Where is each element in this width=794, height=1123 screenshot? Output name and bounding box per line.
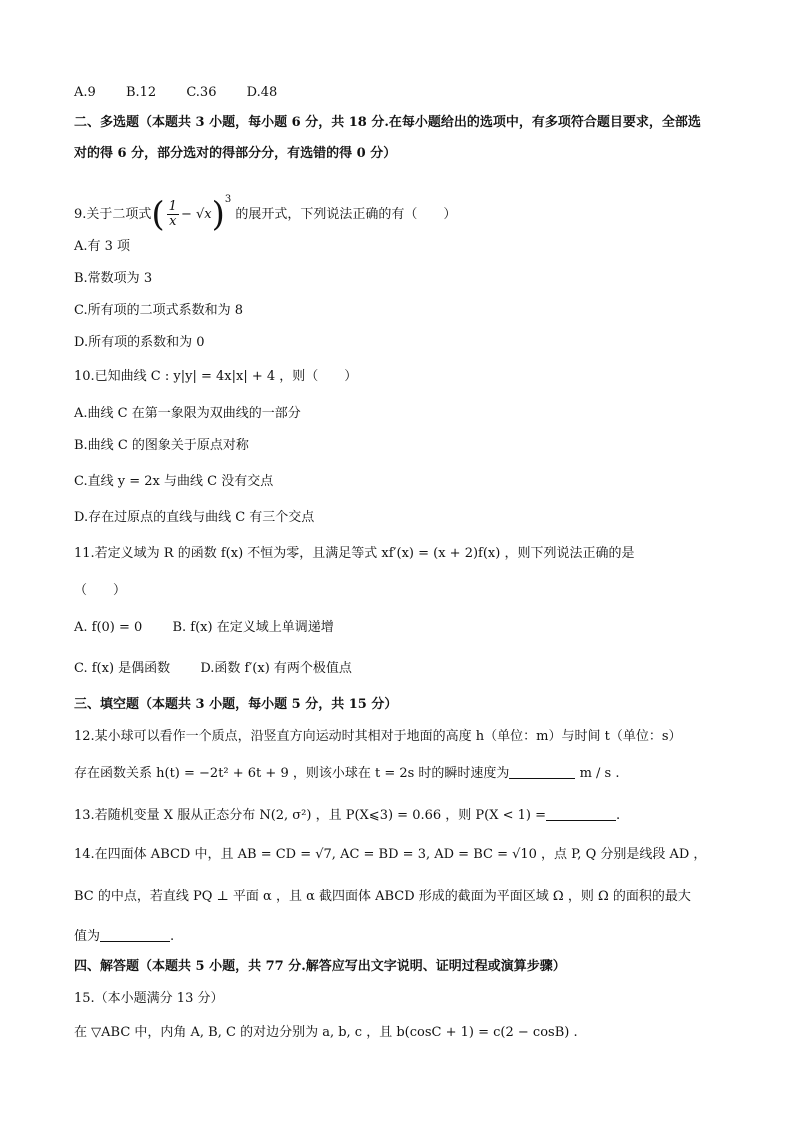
q11-option-c: C. f(x) 是偶函数	[74, 661, 171, 676]
q13-suffix: .	[616, 808, 621, 823]
section3-title: 三、填空题（本题共 3 小题，每小题 5 分，共 15 分）	[74, 697, 398, 712]
q11-options-row1	[74, 619, 334, 637]
q9-prefix: 9.关于二项式	[74, 207, 152, 222]
q12-line1: 12.某小球可以看作一个质点，沿竖直方向运动时其相对于地面的高度 h（单位：m）与时间 t（单位：s）	[74, 729, 682, 744]
q9-option-a: A.有 3 项	[74, 239, 131, 254]
q9-option-d: D.所有项的系数和为 0	[74, 335, 205, 350]
q9-frac-num: 1	[168, 199, 177, 214]
q9-option-c: C.所有项的二项式系数和为 8	[74, 303, 244, 318]
q8-option-c: C.36	[186, 85, 217, 100]
q10-stem: 10.已知曲线 C : y|y| = 4x|x| + 4 ，则（ ）	[74, 369, 358, 384]
q13-answer-blank[interactable]	[546, 806, 616, 821]
q14-line2: BC 的中点，若直线 PQ ⊥ 平面 α ，且 α 截四面体 ABCD 形成的截面为平面区域 Ω ，则 Ω 的面积的最大	[74, 889, 691, 904]
q9-suffix: 的展开式，下列说法正确的有（ ）	[235, 207, 457, 222]
q9-right-paren: )	[211, 194, 225, 235]
q15-stem: 在 ▽ABC 中，内角 A, B, C 的对边分别为 a, b, c ，且 b(cosC + 1) = c(2 − cosB) .	[74, 1025, 578, 1040]
q13-stem	[74, 806, 620, 825]
q9-stem	[74, 180, 457, 235]
q9-minus-sqrt: − √x	[180, 207, 212, 222]
q8-options	[74, 84, 277, 102]
q11-option-a: A. f(0) = 0	[74, 620, 143, 635]
q8-option-d: D.48	[246, 85, 278, 100]
q14-line3-suffix: .	[170, 929, 175, 944]
section4-title: 四、解答题（本题共 5 小题，共 77 分.解答应写出文字说明、证明过程或演算步骤）	[74, 959, 566, 974]
q12-line2-suffix: m / s .	[579, 766, 620, 781]
q13-prefix: 13.若随机变量 X 服从正态分布 N(2, σ²) ，且 P(X⩽3) = 0.66 ，则 P(X < 1) =	[74, 808, 547, 823]
q9-exponent: 3	[224, 194, 232, 205]
q14-line3	[74, 927, 174, 946]
q12-line2	[74, 764, 620, 783]
q11-options-row2	[74, 660, 352, 678]
q10-option-a: A.曲线 C 在第一象限为双曲线的一部分	[74, 406, 301, 421]
q14-line3-prefix: 值为	[74, 929, 101, 944]
q12-answer-blank[interactable]	[509, 764, 575, 779]
q9-fraction	[167, 200, 179, 229]
section2-instructions-line1: 二、多选题（本题共 3 小题，每小题 6 分，共 18 分.在每小题给出的选项中，有多项符合题目要求，全部选	[74, 115, 701, 130]
section2-instructions-line2: 对的得 6 分，部分选对的得部分分，有选错的得 0 分）	[74, 146, 397, 161]
q9-frac-den: x	[169, 214, 177, 229]
q14-answer-blank[interactable]	[100, 927, 170, 942]
q8-option-a: A.9	[74, 85, 96, 100]
q11-answer-paren: （ ）	[74, 583, 127, 598]
q11-option-d: D.函数 f′(x) 有两个极值点	[200, 661, 352, 676]
q10-option-d: D.存在过原点的直线与曲线 C 有三个交点	[74, 510, 315, 525]
q9-option-b: B.常数项为 3	[74, 271, 153, 286]
q8-option-b: B.12	[125, 85, 157, 100]
q12-line2-prefix: 存在函数关系 h(t) = −2t² + 6t + 9 ，则该小球在 t = 2s 时的瞬时速度为	[74, 766, 510, 781]
q10-option-c: C.直线 y = 2x 与曲线 C 没有交点	[74, 474, 274, 489]
q15-header: 15.（本小题满分 13 分）	[74, 991, 224, 1006]
q9-left-paren: (	[151, 194, 165, 235]
q14-line1: 14.在四面体 ABCD 中，且 AB = CD = √7, AC = BD = 3, AD = BC = √10 ，点 P, Q 分别是线段 AD ，	[74, 847, 707, 862]
q11-stem: 11.若定义域为 R 的函数 f(x) 不恒为零，且满足等式 xf′(x) = (x + 2)f(x) ，则下列说法正确的是	[74, 546, 635, 561]
q10-option-b: B.曲线 C 的图象关于原点对称	[74, 438, 249, 453]
q11-option-b: B. f(x) 在定义域上单调递增	[172, 620, 334, 635]
